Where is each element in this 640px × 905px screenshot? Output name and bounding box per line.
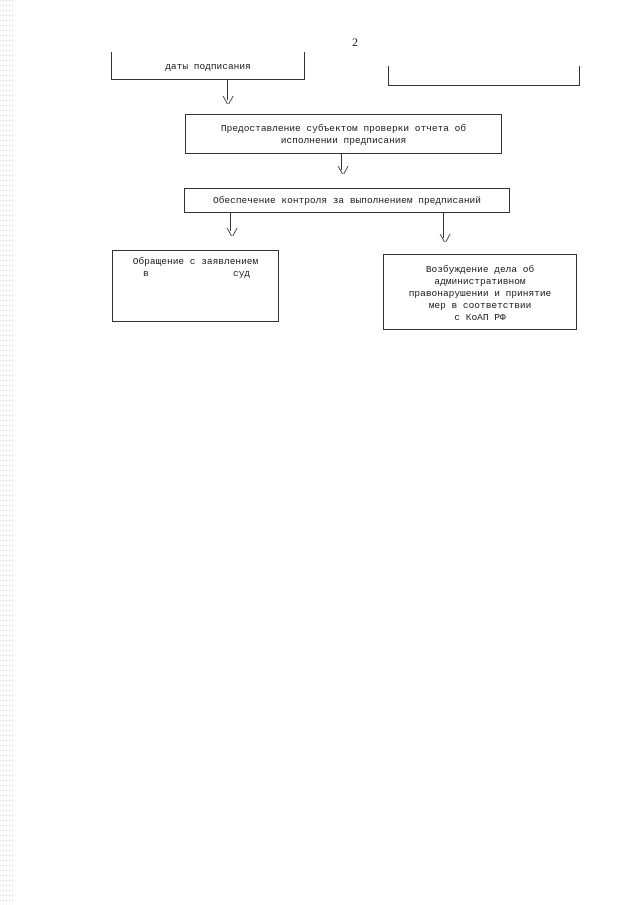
- admin-line-1: Возбуждение дела об: [425, 264, 535, 275]
- arrow-down-icon: \/: [222, 96, 234, 108]
- report-line-2: исполнении предписания: [280, 135, 407, 146]
- arrow-down-icon: \/: [226, 228, 238, 240]
- admin-line-2: административном: [434, 276, 526, 287]
- court-line-1: Обращение с заявлением: [132, 256, 259, 267]
- admin-line-5: с КоАП РФ: [454, 312, 506, 323]
- admin-offense-box: [383, 254, 577, 330]
- court-line-2-prep: в: [143, 268, 149, 279]
- right-continuation-box: [388, 66, 580, 86]
- signing-date-box: [111, 52, 305, 80]
- signing-date-text: даты подписания: [165, 61, 251, 72]
- control-text: Обеспечение контроля за выполнением предписаний: [213, 195, 481, 206]
- court-box: [112, 250, 279, 322]
- scan-edge-noise: [0, 0, 14, 905]
- page-number: 2: [352, 35, 358, 49]
- court-line-2-noun: суд: [233, 268, 251, 279]
- admin-line-3: правонарушении и принятие: [408, 288, 552, 299]
- arrow-down-icon: \/: [337, 166, 349, 178]
- report-box: [185, 114, 502, 154]
- admin-line-4: мер в соответствии: [428, 300, 532, 311]
- report-line-1: Предоставление субъектом проверки отчета об: [220, 123, 467, 134]
- arrow-down-icon: \/: [439, 234, 451, 246]
- control-box: [184, 188, 510, 213]
